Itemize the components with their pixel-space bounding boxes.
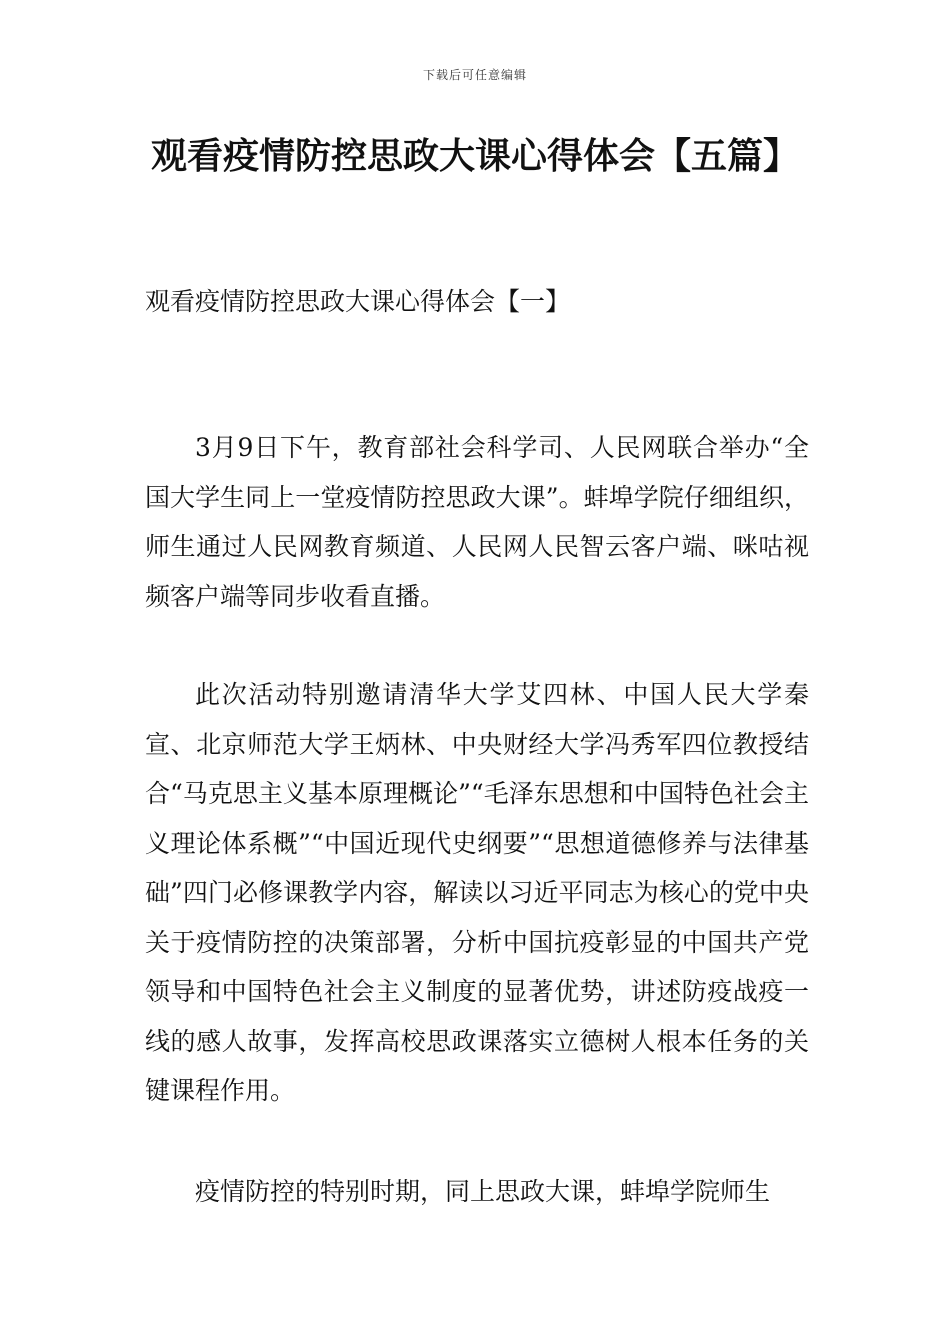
document-title: 观看疫情防控思政大课心得体会【五篇】 bbox=[150, 136, 799, 177]
paragraph-2: 此次活动特别邀请清华大学艾四林、中国人民大学秦宣、北京师范大学王炳林、中央财经大学冯秀军四位教授结合“马克思主义基本原理概论”“毛泽东思想和中国特色社会主义理论体系概”“中国近现代史纲要”“思想道德修养与法律基础”四门必修课教学内容，解读以习近平同志为核心的党中央关于疫情防控的决策部署，分析中国抗疫彰显的中国共产党领导和中国特色社会主义制度的显著优势，讲述防疫战疫一线的感人故事，发挥高校思政课落实立德树人根本任务的关键课程作用。 bbox=[145, 680, 809, 1105]
section-title: 观看疫情防控思政大课心得体会【一】 bbox=[145, 287, 571, 316]
paragraph-3: 疫情防控的特别时期，同上思政大课，蚌埠学院师生 bbox=[195, 1177, 771, 1206]
header-note: 下载后可任意编辑 bbox=[422, 68, 527, 82]
paragraph-1: 3月9日下午，教育部社会科学司、人民网联合举办“全国大学生同上一堂疫情防控思政大课”。蚌埠学院仔细组织，师生通过人民网教育频道、人民网人民智云客户端、咪咕视频客户端等同步收看直播。 bbox=[145, 433, 809, 611]
